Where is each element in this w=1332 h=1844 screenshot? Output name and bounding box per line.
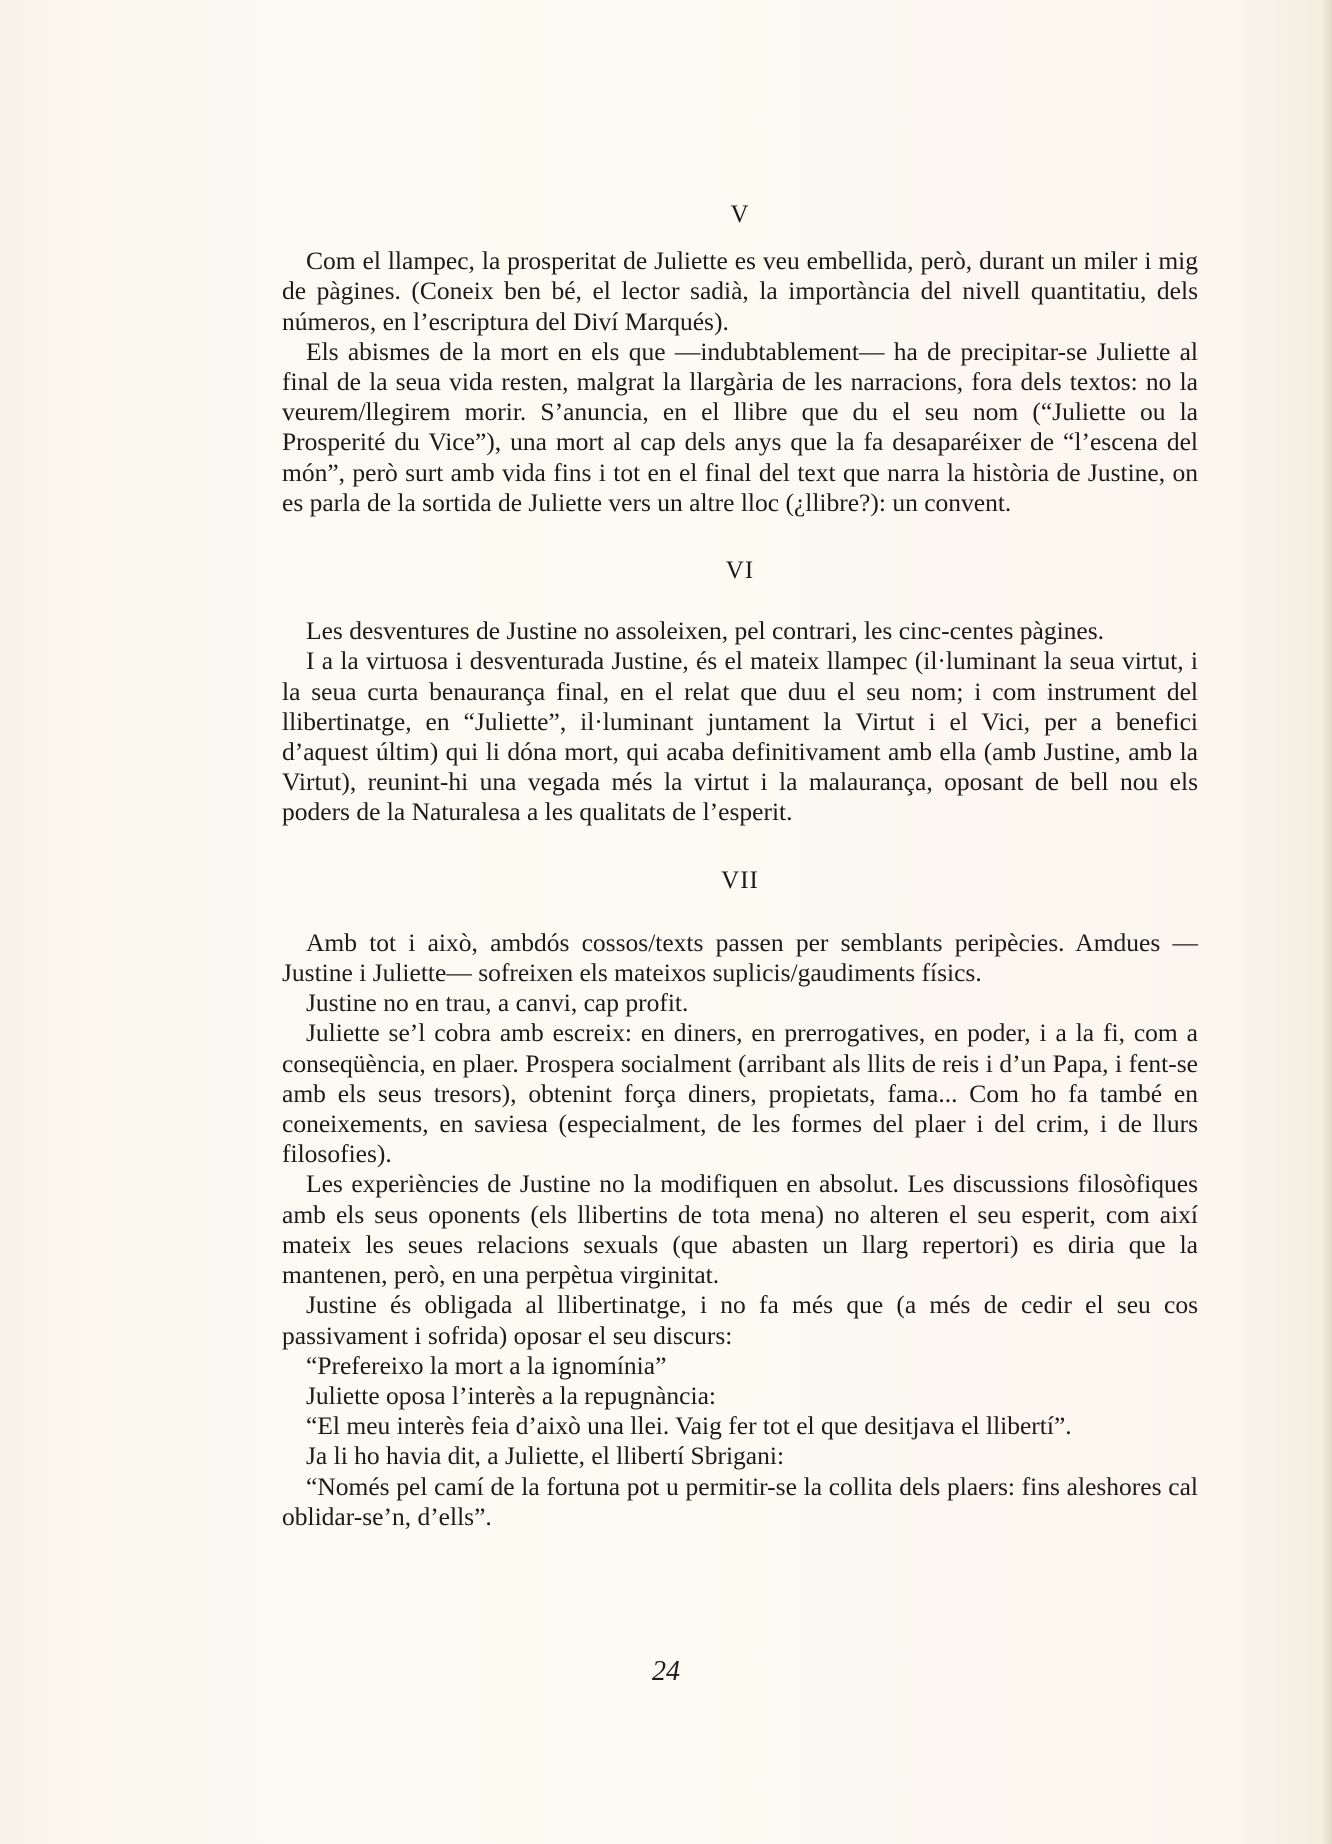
paragraph: Ja li ho havia dit, a Juliette, el llibertí Sbrigani:: [306, 1441, 785, 1471]
paragraph: Amb tot i això, ambdós cossos/texts passen per semblants peripècies. Amdues —Justine i Juliette— sofreixen els mateixos suplicis/gaudiments físics.: [282, 927, 1198, 988]
quote: “Prefereixo la mort a la ignomínia”: [306, 1350, 667, 1380]
page-edge: [1322, 0, 1332, 1844]
page-number: 24: [652, 1656, 680, 1687]
paragraph: Els abismes de la mort en els que —indubtablement— ha de precipitar-se Juliette al final de la seua vida resten, malgrat la llargària de les narracions, fora dels textos: no la veurem/llegirem morir. S’anuncia, en el llibre que du el seu nom (“Juliette ou la Prosperité du Vice”), una mort al cap dels anys que la fa desaparéixer de “l’escena del món”, però surt amb vida fins i tot en el final del text que narra la història de Justine, on es parla de la sortida de Juliette vers un altre lloc (¿llibre?): un convent.: [282, 336, 1198, 517]
paragraph: I a la virtuosa i desventurada Justine, és el mateix llampec (il·luminant la seua virtut, i la seua curta benaurança final, en el relat que duu el seu nom; i com instrument del llibertinatge, en “Juliette”, il·luminant juntament la Virtut i el Vici, per a benefici d’aquest últim) qui li dóna mort, qui acaba definitivament amb ella (amb Justine, amb la Virtut), reunint-hi una vegada més la virtut i la malaurança, oposant de bell nou els poders de la Naturalesa a les qualitats de l’esperit.: [282, 646, 1198, 827]
paragraph: Les desventures de Justine no assoleixen, pel contrari, les cinc-centes pàgines.: [306, 616, 1105, 646]
paragraph: Juliette se’l cobra amb escreix: en diners, en prerrogatives, en poder, i a la fi, com a conseqüència, en plaer. Prospera socialment (arribant als llits de reis i d’un Papa, i fent-se amb els seus tresors), obtenint força diners, propietats, fama... Com ho fa també en coneixements, en saviesa (especialment, de les formes del plaer i del crim, i de llurs filosofies).: [282, 1018, 1198, 1169]
paragraph: Justine és obligada al llibertinatge, i no fa més que (a més de cedir el seu cos passivament i sofrida) oposar el seu discurs:: [282, 1290, 1198, 1350]
paragraph: Com el llampec, la prosperitat de Juliette es veu embellida, però, durant un miler i mig de pàgines. (Coneix ben bé, el lector sadià, la importància del nivell quantitatiu, dels números, en l’escriptura del Diví Marqués).: [282, 246, 1198, 336]
section-heading-vii: VII: [721, 866, 759, 894]
quote: “Només pel camí de la fortuna pot u permitir-se la collita dels plaers: fins aleshores cal oblidar-se’n, d’ells”.: [282, 1471, 1198, 1531]
paragraph: Juliette oposa l’interès a la repugnància:: [306, 1380, 716, 1410]
paragraph: Justine no en trau, a canvi, cap profit.: [306, 988, 689, 1018]
section-heading-v: V: [730, 201, 750, 228]
text-body: [282, 200, 1198, 1532]
quote: “El meu interès feia d’això una llei. Vaig fer tot el que desitjava el llibertí”.: [306, 1411, 1072, 1441]
paragraph: Les experiències de Justine no la modifiquen en absolut. Les discussions filosòfiques amb els seus oponents (els llibertins de tota mena) no alteren el seu esperit, com així mateix les seues relacions sexuals (que abasten un llarg repertori) es diria que la mantenen, però, en una perpètua virginitat.: [282, 1169, 1198, 1290]
section-heading-vi: VI: [725, 557, 755, 585]
